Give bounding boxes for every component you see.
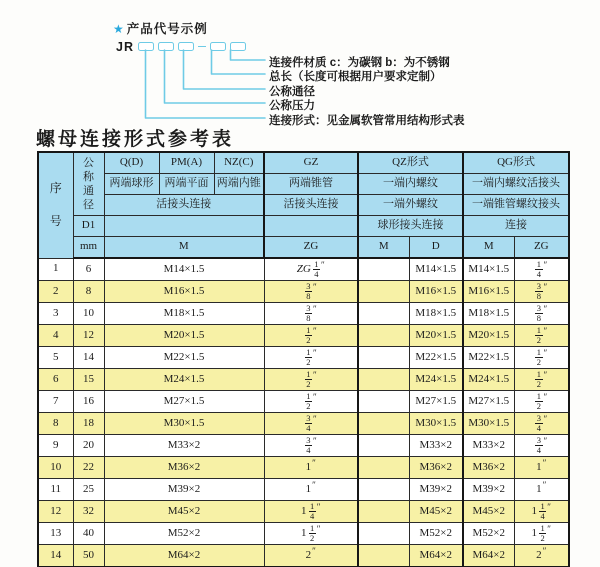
cell-m: M14×1.5 bbox=[104, 258, 264, 281]
code-label-connection-form: 连接形式：见金属软管常用结构形式表 bbox=[269, 115, 465, 127]
header-empty-gz bbox=[264, 216, 358, 237]
cell-m: M45×2 bbox=[104, 501, 264, 523]
cell-qz-d: M64×2 bbox=[409, 545, 463, 567]
cell-qz-m bbox=[358, 501, 409, 523]
cell-dn: 20 bbox=[73, 435, 104, 457]
cell-seq: 2 bbox=[38, 281, 73, 303]
cell-m: M18×1.5 bbox=[104, 303, 264, 325]
cell-qz-m bbox=[358, 479, 409, 501]
cell-qg-zg: 1″ bbox=[514, 457, 569, 479]
cell-qz-d: M30×1.5 bbox=[409, 413, 463, 435]
nut-connection-table bbox=[37, 151, 570, 567]
cell-qz-m bbox=[358, 347, 409, 369]
header-qg-row3: 一端锥管螺纹接头 bbox=[463, 195, 569, 216]
cell-gz: $\frac{3}{8}$ ″ bbox=[264, 281, 358, 303]
cell-qg-zg: $\frac{1}{2}$ ″ bbox=[514, 347, 569, 369]
header-qz-code: QZ形式 bbox=[358, 152, 463, 174]
code-prefix: JR bbox=[116, 40, 134, 54]
cell-seq: 8 bbox=[38, 413, 73, 435]
header-d1: D1 bbox=[73, 216, 104, 237]
cell-qg-zg: $\frac{3}{8}$ ″ bbox=[514, 281, 569, 303]
cell-gz: 1 $\frac{1}{4}$ ″ bbox=[264, 501, 358, 523]
cell-seq: 7 bbox=[38, 391, 73, 413]
code-boxes bbox=[138, 42, 250, 51]
cell-gz: $\frac{1}{2}$ ″ bbox=[264, 347, 358, 369]
cell-qg-m: M36×2 bbox=[463, 457, 514, 479]
header-nz-ends: 两端内锥 bbox=[214, 174, 264, 195]
cell-qz-m bbox=[358, 303, 409, 325]
table-row bbox=[38, 281, 569, 303]
cell-gz: 1″ bbox=[264, 479, 358, 501]
header-empty-qpmnz bbox=[104, 216, 264, 237]
cell-m: M39×2 bbox=[104, 479, 264, 501]
cell-seq: 5 bbox=[38, 347, 73, 369]
header-pm-ends: 两端平面 bbox=[159, 174, 214, 195]
cell-qz-d: M45×2 bbox=[409, 501, 463, 523]
cell-qz-m bbox=[358, 523, 409, 545]
cell-qz-d: M16×1.5 bbox=[409, 281, 463, 303]
cell-dn: 10 bbox=[73, 303, 104, 325]
code-segment-box-3 bbox=[178, 42, 194, 51]
table-row bbox=[38, 545, 569, 567]
cell-seq: 13 bbox=[38, 523, 73, 545]
cell-qg-m: M64×2 bbox=[463, 545, 514, 567]
header-nz-code: NZ(C) bbox=[214, 152, 264, 174]
cell-gz: $\frac{3}{4}$ ″ bbox=[264, 413, 358, 435]
table-row bbox=[38, 501, 569, 523]
cell-qg-m: M24×1.5 bbox=[463, 369, 514, 391]
header-qg-row4: 连接 bbox=[463, 216, 569, 237]
cell-gz: $\frac{3}{4}$ ″ bbox=[264, 435, 358, 457]
code-segment-box-2 bbox=[158, 42, 174, 51]
table-row bbox=[38, 303, 569, 325]
header-gz-code: GZ bbox=[264, 152, 358, 174]
cell-qz-d: M24×1.5 bbox=[409, 369, 463, 391]
cell-m: M36×2 bbox=[104, 457, 264, 479]
table-body bbox=[38, 258, 569, 567]
cell-dn: 40 bbox=[73, 523, 104, 545]
cell-dn: 16 bbox=[73, 391, 104, 413]
cell-qz-d: M33×2 bbox=[409, 435, 463, 457]
code-label-total-length: 总长（长度可根据用户要求定制） bbox=[269, 71, 442, 83]
header-q-ends: 两端球形 bbox=[104, 174, 159, 195]
cell-gz: 1 $\frac{1}{2}$ ″ bbox=[264, 523, 358, 545]
header-qz-m: M bbox=[358, 237, 409, 259]
table-header bbox=[38, 152, 569, 258]
cell-dn: 8 bbox=[73, 281, 104, 303]
code-segment-box-1 bbox=[138, 42, 154, 51]
header-joint3: 活接头连接 bbox=[104, 195, 264, 216]
cell-qz-m bbox=[358, 545, 409, 567]
cell-qg-zg: 2″ bbox=[514, 545, 569, 567]
cell-qg-m: M45×2 bbox=[463, 501, 514, 523]
cell-qg-zg: $\frac{3}{8}$ ″ bbox=[514, 303, 569, 325]
table-row bbox=[38, 435, 569, 457]
cell-qz-m bbox=[358, 369, 409, 391]
cell-seq: 14 bbox=[38, 545, 73, 567]
cell-qg-m: M18×1.5 bbox=[463, 303, 514, 325]
cell-qz-d: M22×1.5 bbox=[409, 347, 463, 369]
page-title: 螺母连接形式参考表 bbox=[36, 129, 235, 150]
header-dn: 公称通径 bbox=[73, 152, 104, 216]
cell-dn: 18 bbox=[73, 413, 104, 435]
cell-qg-zg: $\frac{1}{2}$ ″ bbox=[514, 391, 569, 413]
header-qz-row2: 一端内螺纹 bbox=[358, 174, 463, 195]
header-gz-joint: 活接头连接 bbox=[264, 195, 358, 216]
header-qg-code: QG形式 bbox=[463, 152, 569, 174]
header-gz-ends: 两端锥管 bbox=[264, 174, 358, 195]
cell-seq: 4 bbox=[38, 325, 73, 347]
table-row bbox=[38, 523, 569, 545]
cell-gz: $\frac{1}{2}$ ″ bbox=[264, 391, 358, 413]
code-segment-box-4 bbox=[210, 42, 226, 51]
cell-gz: 2″ bbox=[264, 545, 358, 567]
cell-qg-m: M33×2 bbox=[463, 435, 514, 457]
header-seq: 序号 bbox=[38, 152, 73, 258]
cell-qg-m: M39×2 bbox=[463, 479, 514, 501]
header-m-merged: M bbox=[104, 237, 264, 259]
cell-qz-m bbox=[358, 258, 409, 281]
cell-qg-zg: $\frac{3}{4}$ ″ bbox=[514, 435, 569, 457]
star-icon: ★ bbox=[113, 22, 125, 36]
cell-dn: 22 bbox=[73, 457, 104, 479]
cell-dn: 15 bbox=[73, 369, 104, 391]
cell-m: M52×2 bbox=[104, 523, 264, 545]
cell-qg-m: M22×1.5 bbox=[463, 347, 514, 369]
diagram-title bbox=[113, 19, 208, 37]
cell-qz-m bbox=[358, 457, 409, 479]
cell-dn: 14 bbox=[73, 347, 104, 369]
header-qg-row2: 一端内螺纹活接头 bbox=[463, 174, 569, 195]
header-q-code: Q(D) bbox=[104, 152, 159, 174]
header-qz-row3: 一端外螺纹 bbox=[358, 195, 463, 216]
cell-m: M64×2 bbox=[104, 545, 264, 567]
cell-qz-d: M39×2 bbox=[409, 479, 463, 501]
cell-m: M30×1.5 bbox=[104, 413, 264, 435]
table-row bbox=[38, 258, 569, 281]
cell-qg-m: M30×1.5 bbox=[463, 413, 514, 435]
cell-m: M33×2 bbox=[104, 435, 264, 457]
cell-qg-m: M16×1.5 bbox=[463, 281, 514, 303]
code-label-nominal-pressure: 公称压力 bbox=[269, 100, 315, 112]
header-qg-zg: ZG bbox=[514, 237, 569, 259]
cell-qz-m bbox=[358, 325, 409, 347]
table-row bbox=[38, 391, 569, 413]
diagram-title-text: 产品代号示例 bbox=[126, 22, 208, 36]
cell-qz-d: M18×1.5 bbox=[409, 303, 463, 325]
header-mm: mm bbox=[73, 237, 104, 259]
cell-qg-zg: $\frac{1}{2}$ ″ bbox=[514, 369, 569, 391]
cell-seq: 3 bbox=[38, 303, 73, 325]
table-row bbox=[38, 369, 569, 391]
cell-qz-d: M27×1.5 bbox=[409, 391, 463, 413]
cell-qg-m: M20×1.5 bbox=[463, 325, 514, 347]
cell-seq: 12 bbox=[38, 501, 73, 523]
table-row bbox=[38, 479, 569, 501]
cell-qg-m: M52×2 bbox=[463, 523, 514, 545]
cell-dn: 25 bbox=[73, 479, 104, 501]
cell-dn: 12 bbox=[73, 325, 104, 347]
cell-qz-d: M36×2 bbox=[409, 457, 463, 479]
cell-m: M24×1.5 bbox=[104, 369, 264, 391]
table-row bbox=[38, 347, 569, 369]
cell-m: M20×1.5 bbox=[104, 325, 264, 347]
code-label-material: 连接件材质 c：为碳钢 b：为不锈钢 bbox=[269, 57, 450, 69]
cell-seq: 9 bbox=[38, 435, 73, 457]
cell-qz-m bbox=[358, 391, 409, 413]
cell-seq: 6 bbox=[38, 369, 73, 391]
code-label-nominal-diameter: 公称通径 bbox=[269, 86, 315, 98]
cell-seq: 10 bbox=[38, 457, 73, 479]
table-row bbox=[38, 325, 569, 347]
cell-qg-zg: 1″ bbox=[514, 479, 569, 501]
cell-qg-zg: 1 $\frac{1}{4}$ ″ bbox=[514, 501, 569, 523]
code-dash bbox=[198, 46, 206, 48]
header-pm-code: PM(A) bbox=[159, 152, 214, 174]
cell-gz: $\frac{1}{2}$ ″ bbox=[264, 369, 358, 391]
cell-gz: $\frac{3}{8}$ ″ bbox=[264, 303, 358, 325]
cell-gz: 1″ bbox=[264, 457, 358, 479]
cell-m: M22×1.5 bbox=[104, 347, 264, 369]
cell-m: M16×1.5 bbox=[104, 281, 264, 303]
cell-seq: 11 bbox=[38, 479, 73, 501]
cell-qz-d: M20×1.5 bbox=[409, 325, 463, 347]
cell-qg-zg: $\frac{1}{2}$ ″ bbox=[514, 325, 569, 347]
cell-gz: $\frac{1}{2}$ ″ bbox=[264, 325, 358, 347]
cell-m: M27×1.5 bbox=[104, 391, 264, 413]
cell-gz: ZG $\frac{1}{4}$ ″ bbox=[264, 258, 358, 281]
cell-qz-d: M52×2 bbox=[409, 523, 463, 545]
table-row bbox=[38, 413, 569, 435]
table-row bbox=[38, 457, 569, 479]
cell-qz-d: M14×1.5 bbox=[409, 258, 463, 281]
cell-seq: 1 bbox=[38, 258, 73, 281]
cell-qg-zg: 1 $\frac{1}{2}$ ″ bbox=[514, 523, 569, 545]
cell-qg-zg: $\frac{1}{4}$ ″ bbox=[514, 258, 569, 281]
cell-qg-m: M14×1.5 bbox=[463, 258, 514, 281]
code-segment-box-5 bbox=[230, 42, 246, 51]
cell-qz-m bbox=[358, 413, 409, 435]
cell-dn: 50 bbox=[73, 545, 104, 567]
cell-qg-zg: $\frac{3}{4}$ ″ bbox=[514, 413, 569, 435]
cell-dn: 32 bbox=[73, 501, 104, 523]
header-qz-d: D bbox=[409, 237, 463, 259]
cell-qg-m: M27×1.5 bbox=[463, 391, 514, 413]
header-gz-unit: ZG bbox=[264, 237, 358, 259]
header-qz-row4: 球形接头连接 bbox=[358, 216, 463, 237]
cell-dn: 6 bbox=[73, 258, 104, 281]
cell-qz-m bbox=[358, 281, 409, 303]
cell-qz-m bbox=[358, 435, 409, 457]
header-qg-m: M bbox=[463, 237, 514, 259]
